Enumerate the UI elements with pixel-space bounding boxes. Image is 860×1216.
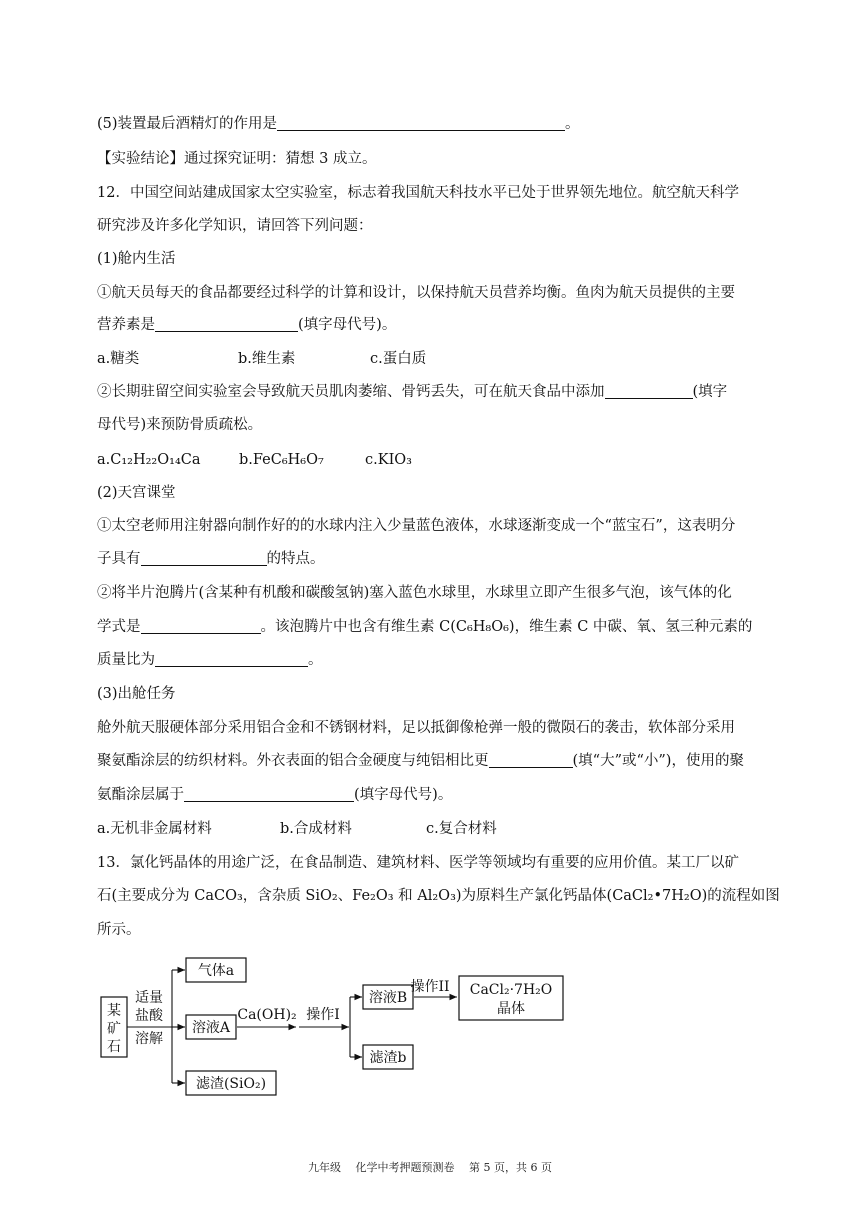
q12-s2-q2-line2: 学式是 。该泡腾片中也含有维生素 C(C₆H₈O₆)，维生素 C 中碳、氧、氢三种元素的	[97, 619, 753, 635]
answer-blank-gas[interactable]	[141, 618, 261, 634]
ore-label-3: 石	[107, 1039, 121, 1055]
solution-b-label: 溶液B	[368, 990, 408, 1006]
q12-s2-q2-line1: ②将半片泡腾片(含某种有机酸和碳酸氢钠)塞入蓝色水球里，水球里立即产生很多气泡，该气体的化	[97, 585, 732, 601]
option-b-material: b.合成材料	[280, 821, 352, 837]
op2-label: 操作II	[410, 979, 450, 995]
reagent-label-1: 适量	[135, 990, 163, 1006]
answer-blank-hardness[interactable]	[489, 752, 573, 768]
answer-blank-5[interactable]	[277, 115, 565, 131]
process-flowchart	[97, 955, 567, 1105]
q12-s3-options	[97, 819, 497, 839]
option-c-material: c.复合材料	[426, 821, 497, 837]
q12-s2-q1-line2: 子具有 的特点。	[97, 551, 325, 567]
q13-line1: 13．氯化钙晶体的用途广泛，在食品制造、建筑材料、医学等领域均有重要的应用价值。某工厂以矿	[97, 855, 739, 871]
residue-sio2-label: 滤渣(SiO₂)	[195, 1076, 267, 1092]
page-footer: 九年级 化学中考押题预测卷 第 5 页，共 6 页	[308, 1161, 552, 1174]
experiment-conclusion: 【实验结论】通过探究证明：猜想 3 成立。	[97, 151, 377, 167]
answer-blank-calcium[interactable]	[605, 383, 693, 399]
q12-s1-q1-options	[97, 349, 426, 369]
product-formula: CaCl₂·7H₂O	[469, 982, 553, 998]
q12-s2-q2-line3: 质量比为 。	[97, 652, 323, 668]
option-a: a.糖类	[97, 351, 140, 367]
option-a-formula: a.C₁₂H₂₂O₁₄Ca	[97, 452, 201, 468]
reagent-label-2: 盐酸	[135, 1008, 163, 1024]
op1-label: 操作I	[306, 1007, 340, 1023]
q12-s1-q1-line1: ①航天员每天的食品都要经过科学的计算和设计，以保持航天员营养均衡。鱼肉为航天员提供的主要	[97, 285, 735, 301]
answer-blank-nutrient[interactable]	[155, 316, 298, 332]
q12-s1-q1-line2: 营养素是 (填字母代号)。	[97, 317, 397, 333]
q12-s2-q1-line1: ①太空老师用注射器向制作好的的水球内注入少量蓝色液体，水球逐渐变成一个“蓝宝石”，这表明分	[97, 518, 736, 534]
q12-s1-q2-line2: 母代号)来预防骨质疏松。	[97, 417, 263, 433]
option-b: b.维生素	[238, 351, 296, 367]
q12-section1-title: (1)舱内生活	[97, 251, 176, 267]
q13-line3: 所示。	[97, 922, 141, 938]
q12-intro-line1: 12．中国空间站建成国家太空实验室，标志着我国航天科技水平已处于世界领先地位。航空航天科学	[97, 185, 739, 201]
option-c-formula: c.KIO₃	[365, 452, 412, 468]
q12-s3-line1: 舱外航天服硬体部分采用铝合金和不锈钢材料，足以抵御像枪弹一般的微陨石的袭击，软体部分采用	[97, 720, 735, 736]
answer-blank-material[interactable]	[184, 786, 354, 802]
option-b-formula: b.FeC₆H₆O₇	[239, 452, 324, 468]
q12-s1-q2-options	[97, 450, 412, 470]
q12-s3-line2: 聚氨酯涂层的纺织材料。外衣表面的铝合金硬度与纯铝相比更 (填“大”或“小”)，使用的聚	[97, 753, 744, 769]
dissolve-label: 溶解	[135, 1031, 163, 1047]
solution-a-label: 溶液A	[191, 1020, 231, 1036]
q12-s3-line3: 氨酯涂层属于 (填字母代号)。	[97, 787, 453, 803]
q12-section2-title: (2)天宫课堂	[97, 485, 176, 501]
q11-part5: (5)装置最后酒精灯的作用是 。	[97, 116, 580, 132]
residue-b-label: 滤渣b	[369, 1050, 407, 1066]
q13-line2: 石(主要成分为 CaCO₃，含杂质 SiO₂、Fe₂O₃ 和 Al₂O₃)为原料生产氯化钙晶体(CaCl₂•7H₂O)的流程如图	[97, 888, 780, 904]
answer-blank-molecule[interactable]	[141, 550, 267, 566]
ore-label-1: 某	[107, 1003, 121, 1019]
q12-s1-q2-line1: ②长期驻留空间实验室会导致航天员肌肉萎缩、骨钙丢失，可在航天食品中添加 (填字	[97, 384, 728, 400]
option-c: c.蛋白质	[370, 351, 427, 367]
option-a-material: a.无机非金属材料	[97, 821, 212, 837]
caoh2-label: Ca(OH)₂	[237, 1007, 297, 1023]
q12-intro-line2: 研究涉及许多化学知识，请回答下列问题：	[97, 218, 373, 234]
q12-section3-title: (3)出舱任务	[97, 686, 176, 702]
answer-blank-mass-ratio[interactable]	[155, 651, 308, 667]
product-label: 晶体	[497, 1001, 525, 1017]
gas-a-label: 气体a	[197, 963, 235, 979]
ore-label-2: 矿	[107, 1021, 121, 1037]
